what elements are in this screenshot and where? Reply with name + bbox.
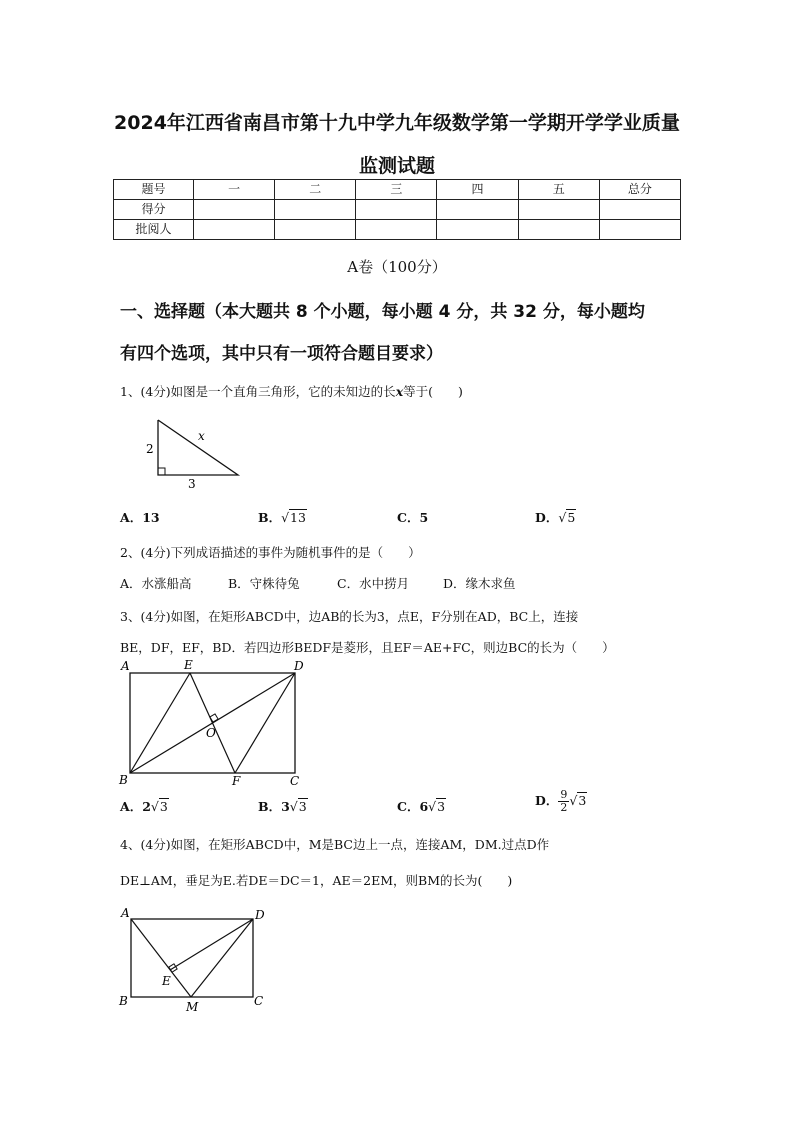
radicand: 3 [437,799,446,814]
rectangle-perpendicular-figure [118,904,278,1016]
question-text: 如图，在矩形ABCD中，边AB的长为3，点E，F分别在AD，BC上，连接 [170,609,579,624]
q3-option-b[interactable]: B．3√3 [258,799,307,814]
section-heading-line1: 一、选择题（本大题共 8 个小题，每小题 4 分，共 32 分，每小题均 [120,302,645,322]
label-E: E [162,974,171,988]
q2-option-b[interactable]: B．守株待兔 [228,576,300,591]
score-table [113,179,681,240]
header-cell: 总分 [599,180,680,200]
score-cell[interactable] [356,200,437,220]
section-heading-line2: 有四个选项，其中只有一项符合题目要求） [120,344,443,364]
header-cell: 五 [518,180,599,200]
score-cell[interactable] [194,200,275,220]
q1-option-d[interactable]: D．√5 [535,510,576,525]
q3-option-c[interactable]: C．6√3 [397,799,446,814]
header-cell: 三 [356,180,437,200]
score-cell[interactable] [518,200,599,220]
header-cell: 一 [194,180,275,200]
label-D: D [294,659,304,673]
right-triangle-figure [140,412,250,492]
q1-option-b[interactable]: B．√13 [258,510,306,525]
label-D: D [255,908,265,922]
question-2 [120,543,421,561]
question-text: 如图，在矩形ABCD中，M是BC边上一点，连接AM，DM.过点D作 [170,837,550,852]
rectangle-rhombus-figure [118,658,318,788]
radicand: 13 [290,510,306,525]
radicand: 5 [567,510,576,525]
score-cell[interactable] [599,220,680,240]
q2-option-c[interactable]: C．水中捞月 [337,576,410,591]
radicand: 3 [298,799,307,814]
question-prefix: 4、(4分) [120,837,171,852]
radicand: 3 [578,793,587,808]
question-suffix: 等于( ) [403,384,463,399]
q3-option-a[interactable]: A．2√3 [120,799,168,814]
question-prefix: 2、(4分) [120,545,171,560]
triangle-label-hyp: x [198,429,205,443]
q2-option-d[interactable]: D．缘木求鱼 [443,576,516,591]
score-cell[interactable] [599,200,680,220]
label-B: B [119,994,128,1008]
question-prefix: 3、(4分) [120,609,171,624]
score-cell[interactable] [275,220,356,240]
triangle-label-left: 2 [146,442,154,456]
exam-title-line2: 监测试题 [358,155,435,177]
question-prefix: 1、(4分) [120,384,171,399]
label-M: M [186,1000,199,1014]
triangle-label-bottom: 3 [188,477,196,491]
label-B: B [119,773,128,787]
score-cell[interactable] [194,220,275,240]
question-text: 下列成语描述的事件为随机事件的是（ ） [170,545,421,560]
question-3-line1 [120,607,578,625]
question-4-line1 [120,835,549,853]
question-1 [120,382,463,400]
q1-option-a[interactable]: A．13 [120,510,160,525]
label-A: A [121,659,130,673]
label-C: C [254,994,264,1008]
header-cell: 四 [437,180,518,200]
question-variable: x [395,384,404,399]
q1-option-c[interactable]: C．5 [397,510,429,525]
radicand: 3 [159,799,168,814]
q2-option-a[interactable]: A．水涨船高 [120,576,192,591]
label-A: A [121,906,130,920]
score-cell[interactable] [275,200,356,220]
question-3-line2: BE，DF，EF，BD．若四边形BEDF是菱形，且EF＝AE+FC，则边BC的长为（ ） [120,640,615,655]
score-table-row [114,200,681,220]
score-cell[interactable] [437,200,518,220]
question-text: 如图是一个直角三角形，它的未知边的长 [170,384,396,399]
exam-title-line1: 2024年江西省南昌市第十九中学九年级数学第一学期开学学业质量 [114,112,680,134]
label-O: O [206,726,216,740]
score-cell[interactable] [518,220,599,240]
header-cell: 二 [275,180,356,200]
label-F: F [232,774,241,788]
volume-label: A卷（100分） [347,258,447,276]
label-C: C [290,774,300,788]
row-label: 得分 [114,200,194,220]
header-cell: 题号 [114,180,194,200]
score-table-header-row [114,180,681,200]
score-cell[interactable] [437,220,518,240]
row-label: 批阅人 [114,220,194,240]
fraction: $\frac{9}{2}$ [560,788,568,814]
label-E: E [184,658,193,672]
score-table-row [114,220,681,240]
question-4-line2: DE⊥AM，垂足为E.若DE＝DC＝1，AE＝2EM，则BM的长为( ) [120,873,513,888]
q3-option-d[interactable]: D． $\frac{9}{2}$ √3 [535,788,587,814]
score-cell[interactable] [356,220,437,240]
